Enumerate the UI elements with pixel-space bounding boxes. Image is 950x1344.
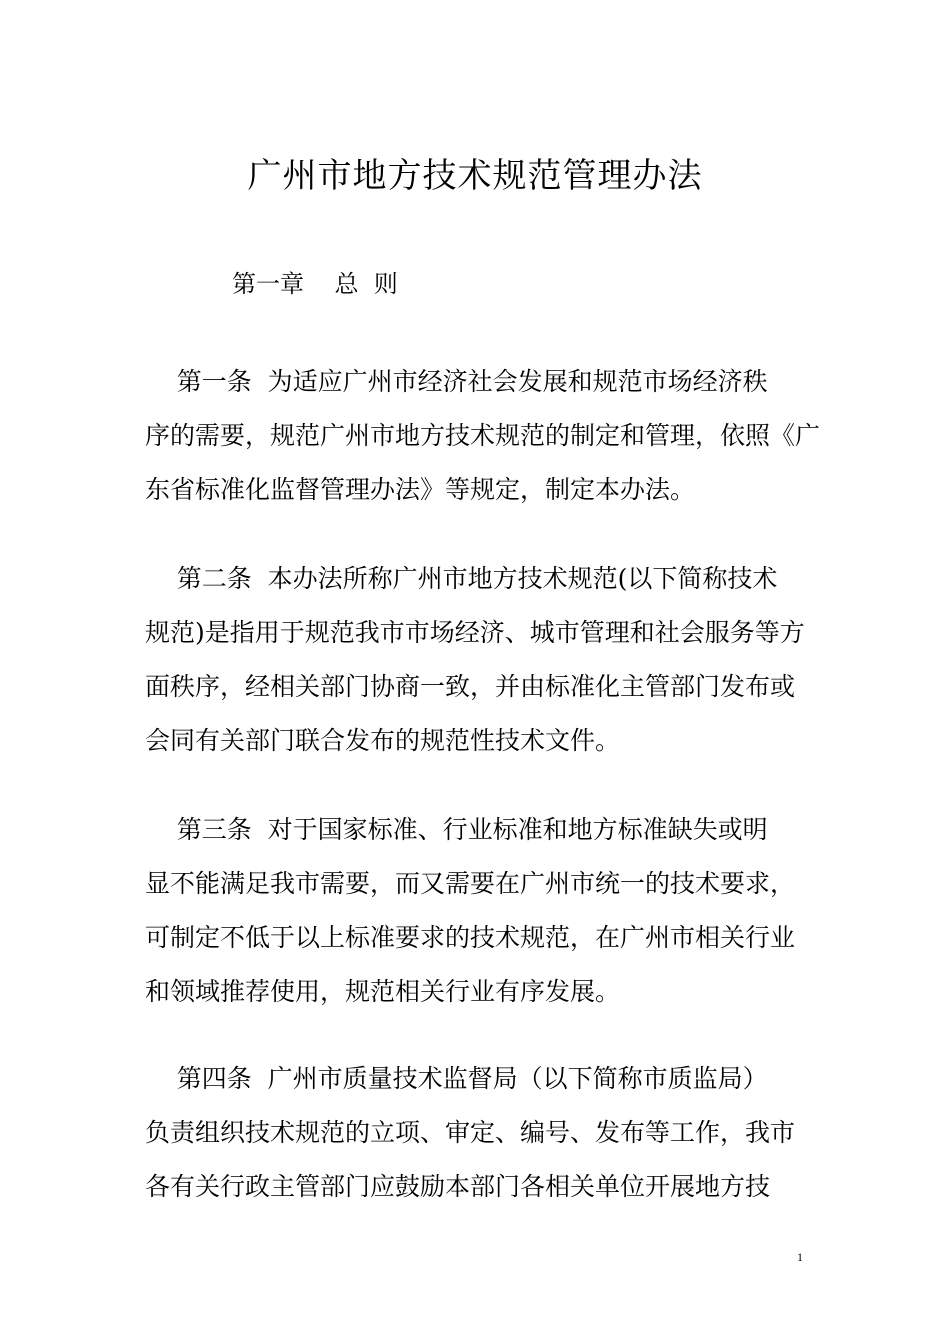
article-line: 负责组织技术规范的立项、审定、编号、发布等工作，我市 bbox=[145, 1118, 796, 1147]
document-title: 广州市地方技术规范管理办法 bbox=[247, 156, 703, 196]
article-line: 序的需要，规范广州市地方技术规范的制定和管理，依照《广 bbox=[145, 421, 821, 450]
article-line: 各有关行政主管部门应鼓励本部门各相关单位开展地方技 bbox=[145, 1172, 771, 1201]
article-line: 第二条 本办法所称广州市地方技术规范(以下简称技术 bbox=[145, 564, 778, 593]
article-3 bbox=[145, 803, 825, 1019]
chapter-heading: 第一章 总 则 bbox=[232, 270, 398, 298]
article-line: 和领域推荐使用，规范相关行业有序发展。 bbox=[145, 977, 621, 1006]
article-line: 会同有关部门联合发布的规范性技术文件。 bbox=[145, 726, 621, 755]
article-line: 规范)是指用于规范我市市场经济、城市管理和社会服务等方 bbox=[145, 618, 805, 647]
article-1 bbox=[145, 355, 825, 517]
article-2 bbox=[145, 552, 825, 768]
article-line: 面秩序，经相关部门协商一致，并由标准化主管部门发布或 bbox=[145, 672, 796, 701]
article-line: 东省标准化监督管理办法》等规定，制定本办法。 bbox=[145, 475, 696, 504]
article-line: 第四条 广州市质量技术监督局（以下简称市质监局） bbox=[145, 1064, 768, 1093]
article-line: 第三条 对于国家标准、行业标准和地方标准缺失或明 bbox=[145, 815, 768, 844]
article-line: 第一条 为适应广州市经济社会发展和规范市场经济秩 bbox=[145, 367, 768, 396]
article-4 bbox=[145, 1052, 825, 1214]
page-number: 1 bbox=[797, 1250, 803, 1264]
article-line: 显不能满足我市需要，而又需要在广州市统一的技术要求， bbox=[145, 869, 796, 898]
article-line: 可制定不低于以上标准要求的技术规范，在广州市相关行业 bbox=[145, 923, 796, 952]
